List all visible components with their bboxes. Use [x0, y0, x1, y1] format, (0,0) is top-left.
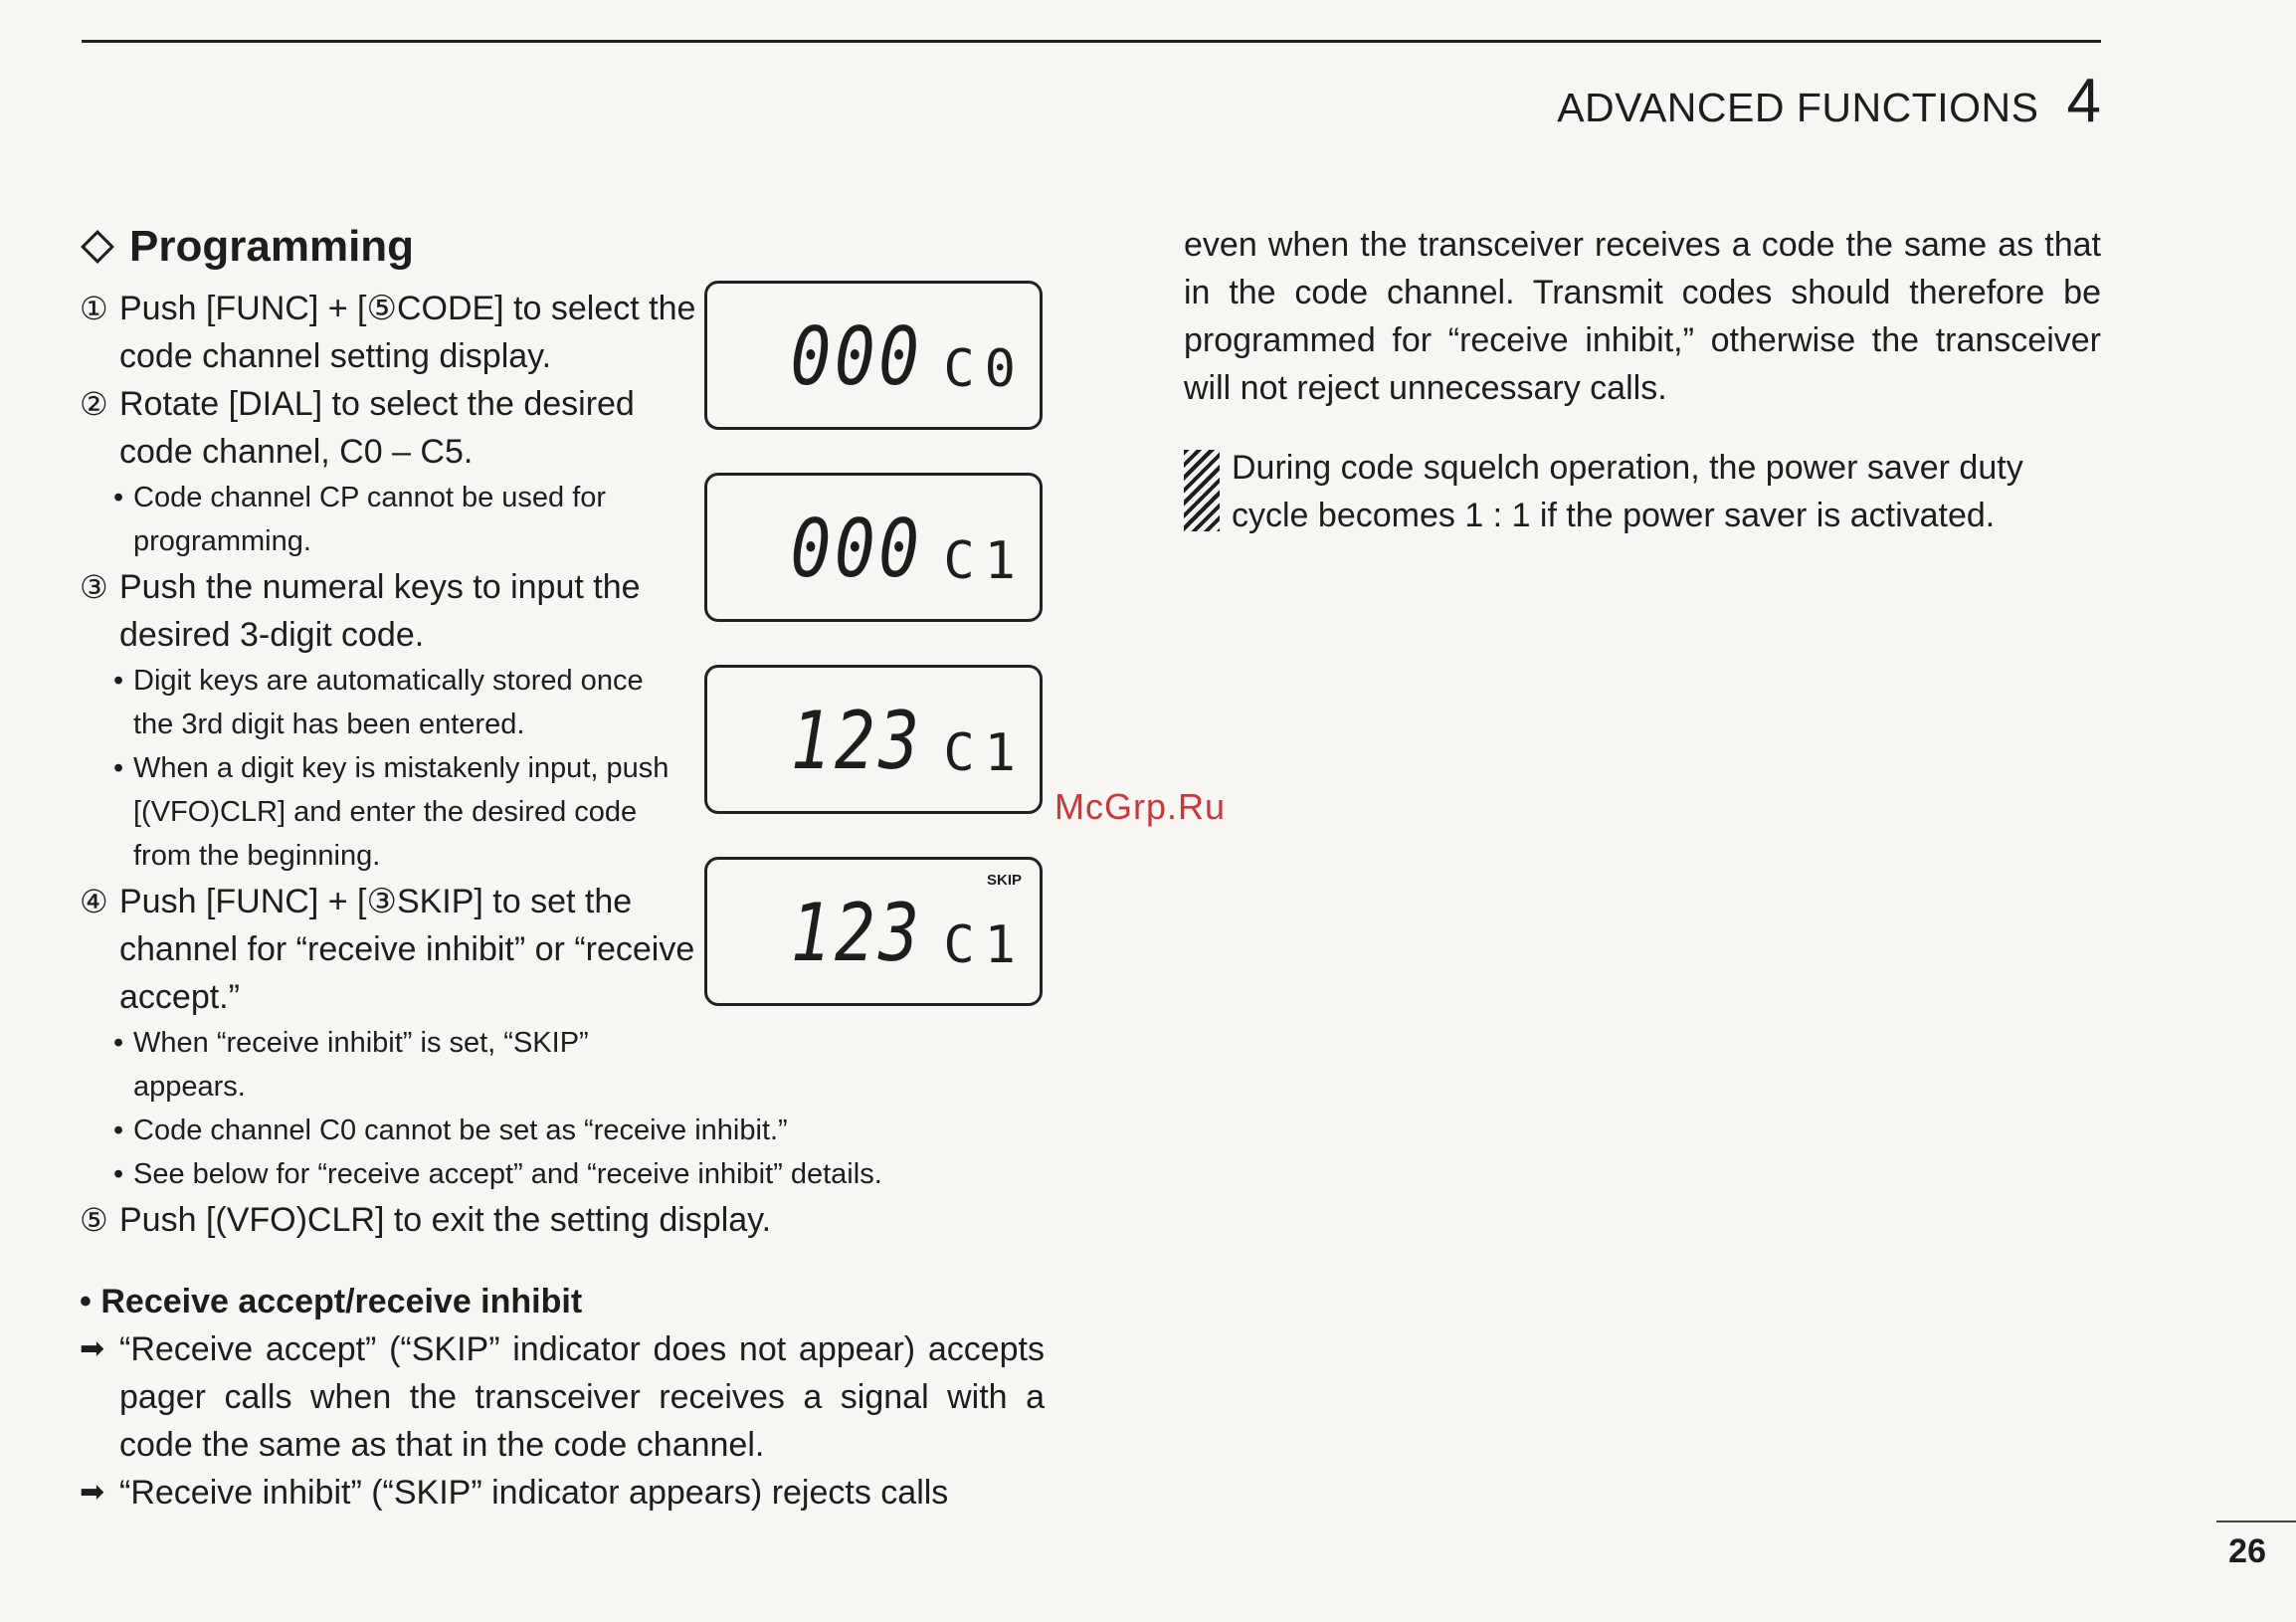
section-title: Programming	[129, 222, 415, 271]
skip-indicator: SKIP	[986, 872, 1022, 889]
lcd-channel: C1	[943, 723, 1026, 783]
lcd-channel: C0	[943, 339, 1026, 399]
chapter-title: ADVANCED FUNCTIONS	[1557, 85, 2039, 130]
step-text: Push the numeral keys to input the desired 3-digit code.	[119, 568, 641, 654]
lcd-channel: C1	[943, 915, 1026, 975]
lcd-display	[704, 281, 1043, 430]
step-note: • When a digit key is mistakenly input, push [(VFO)CLR] and enter the desired code from the beginning.	[113, 752, 670, 872]
step-5	[80, 1196, 1045, 1244]
step-marker: ③	[80, 569, 108, 605]
page-header	[1557, 66, 2101, 136]
step-text: Rotate [DIAL] to select the desired code channel, C0 – C5.	[119, 385, 635, 471]
lcd-code: 000	[789, 310, 922, 403]
arrow-right-icon: ➡	[80, 1476, 105, 1509]
caution-note	[1184, 444, 2101, 539]
lcd-display	[704, 665, 1043, 814]
caution-text: During code squelch operation, the power saver duty cycle becomes 1 : 1 if the power saver is activated.	[1232, 449, 2023, 534]
right-column	[1184, 221, 2101, 539]
step-note: • Code channel CP cannot be used for programming.	[113, 482, 607, 557]
lcd-code: 123	[789, 887, 922, 979]
step-note: • Code channel C0 cannot be set as “receive inhibit.”	[113, 1115, 788, 1146]
step-note: • Digit keys are automatically stored once the 3rd digit has been entered.	[113, 665, 644, 740]
diamond-icon	[81, 230, 114, 264]
step-marker: ①	[80, 291, 108, 326]
step-text: Push [FUNC] + [③SKIP] to set the channel for “receive inhibit” or “receive accept.”	[119, 883, 695, 1016]
step-note: • When “receive inhibit” is set, “SKIP” appears.	[113, 1027, 589, 1103]
caution-hatch-icon	[1184, 450, 1220, 531]
lcd-channel: C1	[943, 531, 1026, 591]
step-marker: ④	[80, 884, 108, 919]
lcd-code: 123	[789, 695, 922, 787]
step-text: Push [FUNC] + [⑤CODE] to select the code channel setting display.	[119, 290, 696, 375]
step-marker: ⑤	[80, 1202, 108, 1238]
arrow-right-icon: ➡	[80, 1332, 105, 1365]
page-number: 26	[2228, 1532, 2266, 1570]
top-rule	[82, 40, 2101, 43]
watermark: McGrp.Ru	[1054, 786, 1227, 827]
step-note: • See below for “receive accept” and “receive inhibit” details.	[113, 1158, 882, 1190]
section-heading	[80, 221, 1045, 273]
page-rule	[2216, 1521, 2296, 1522]
receive-subtitle: • Receive accept/receive inhibit	[80, 1283, 583, 1320]
lcd-display	[704, 473, 1043, 622]
continued-paragraph: even when the transceiver receives a code the same as that in the code channel. Transmit codes should therefore be programmed for “receive inhibit,” otherwise the transceiver will not reject unnecessary calls.	[1184, 226, 2101, 407]
receive-accept-item: ➡ “Receive accept” (“SKIP” indicator does not appear) accepts pager calls when the transceiver receives a signal with a code the same as that in the code channel.	[80, 1325, 1045, 1469]
step-marker: ②	[80, 386, 108, 422]
lcd-display	[704, 857, 1043, 1006]
chapter-number: 4	[2066, 67, 2101, 135]
lcd-code: 000	[789, 503, 922, 595]
step-text: Push [(VFO)CLR] to exit the setting display.	[119, 1201, 772, 1239]
receive-inhibit-item: ➡ “Receive inhibit” (“SKIP” indicator appears) rejects calls	[80, 1469, 1045, 1517]
